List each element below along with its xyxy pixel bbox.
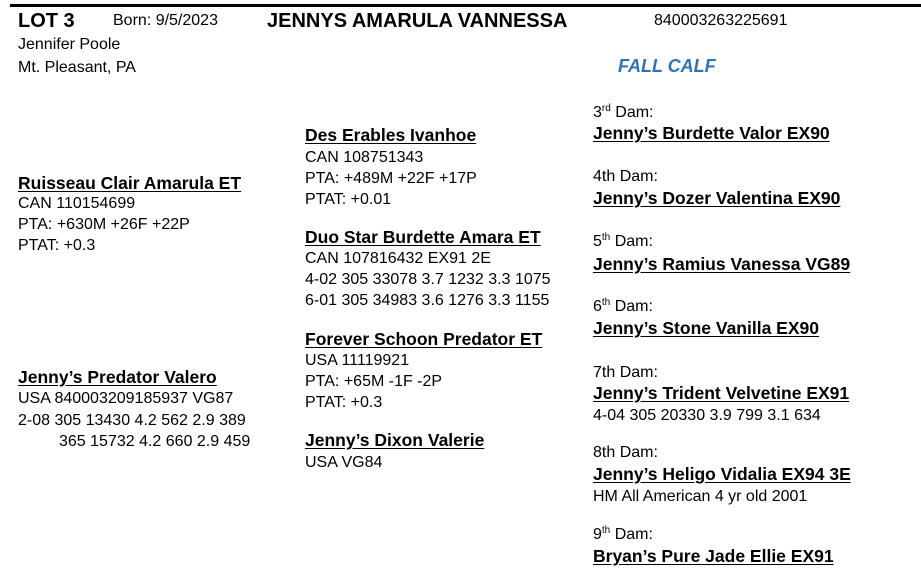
dam-9-label: 9th Dam: bbox=[593, 525, 653, 543]
dam-sire-reg: USA 11119921 bbox=[305, 352, 410, 369]
sire-dam-reg: CAN 107816432 EX91 2E bbox=[305, 250, 491, 267]
lot-number: LOT 3 bbox=[18, 10, 75, 32]
sire-pta: PTA: +630M +26F +22P bbox=[18, 216, 190, 233]
sire-name: Ruisseau Clair Amarula ET bbox=[18, 173, 242, 193]
dam-9-name: Bryan’s Pure Jade Ellie EX91 bbox=[593, 546, 834, 566]
dam-5-label: 5th Dam: bbox=[593, 232, 653, 250]
dam-8-honor: HM All American 4 yr old 2001 bbox=[593, 488, 808, 505]
sire-sire-name: Des Erables Ivanhoe bbox=[305, 125, 477, 145]
dam-4-label: 4th Dam: bbox=[593, 168, 658, 185]
dam-4-name: Jenny’s Dozer Valentina EX90 bbox=[593, 188, 841, 208]
dam-sire-name: Forever Schoon Predator ET bbox=[305, 329, 543, 349]
dam-7-name: Jenny’s Trident Velvetine EX91 bbox=[593, 383, 850, 403]
animal-name: JENNYS AMARULA VANNESSA bbox=[267, 10, 568, 32]
dam-7-label: 7th Dam: bbox=[593, 364, 658, 381]
sire-dam-name: Duo Star Burdette Amara ET bbox=[305, 227, 541, 247]
dam-reg: USA 840003209185937 VG87 bbox=[18, 390, 234, 407]
dam-8-name: Jenny’s Heligo Vidalia EX94 3E bbox=[593, 464, 851, 484]
class-label: FALL CALF bbox=[618, 56, 716, 76]
dam-8-label: 8th Dam: bbox=[593, 444, 658, 461]
dam-7-record: 4-04 305 20330 3.9 799 3.1 634 bbox=[593, 407, 821, 424]
top-rule bbox=[10, 4, 921, 7]
dam-dam-name: Jenny’s Dixon Valerie bbox=[305, 430, 485, 450]
owner-location: Mt. Pleasant, PA bbox=[18, 59, 136, 76]
dam-sire-pta: PTA: +65M -1F -2P bbox=[305, 373, 443, 390]
dam-6-label: 6th Dam: bbox=[593, 297, 653, 315]
dam-sire-ptat: PTAT: +0.3 bbox=[305, 394, 383, 411]
sire-ptat: PTAT: +0.3 bbox=[18, 237, 96, 254]
dam-record-2: 365 15732 4.2 660 2.9 459 bbox=[59, 433, 251, 450]
sire-dam-record-1: 4-02 305 33078 3.7 1232 3.3 1075 bbox=[305, 271, 551, 288]
registration-number: 840003263225691 bbox=[654, 12, 788, 29]
sire-dam-record-2: 6-01 305 34983 3.6 1276 3.3 1155 bbox=[305, 292, 550, 309]
dam-5-name: Jenny’s Ramius Vanessa VG89 bbox=[593, 254, 851, 274]
sire-sire-reg: CAN 108751343 bbox=[305, 149, 424, 166]
dam-6-name: Jenny’s Stone Vanilla EX90 bbox=[593, 318, 819, 338]
dam-3-label: 3rd Dam: bbox=[593, 103, 654, 121]
birth-date: Born: 9/5/2023 bbox=[113, 12, 218, 29]
dam-record-1: 2-08 305 13430 4.2 562 2.9 389 bbox=[18, 412, 246, 429]
sire-reg: CAN 110154699 bbox=[18, 195, 136, 212]
sire-sire-ptat: PTAT: +0.01 bbox=[305, 191, 392, 208]
dam-dam-reg: USA VG84 bbox=[305, 454, 383, 471]
sire-sire-pta: PTA: +489M +22F +17P bbox=[305, 170, 477, 187]
dam-name: Jenny’s Predator Valero bbox=[18, 367, 217, 387]
owner-name: Jennifer Poole bbox=[18, 36, 121, 53]
dam-3-name: Jenny’s Burdette Valor EX90 bbox=[593, 123, 830, 143]
